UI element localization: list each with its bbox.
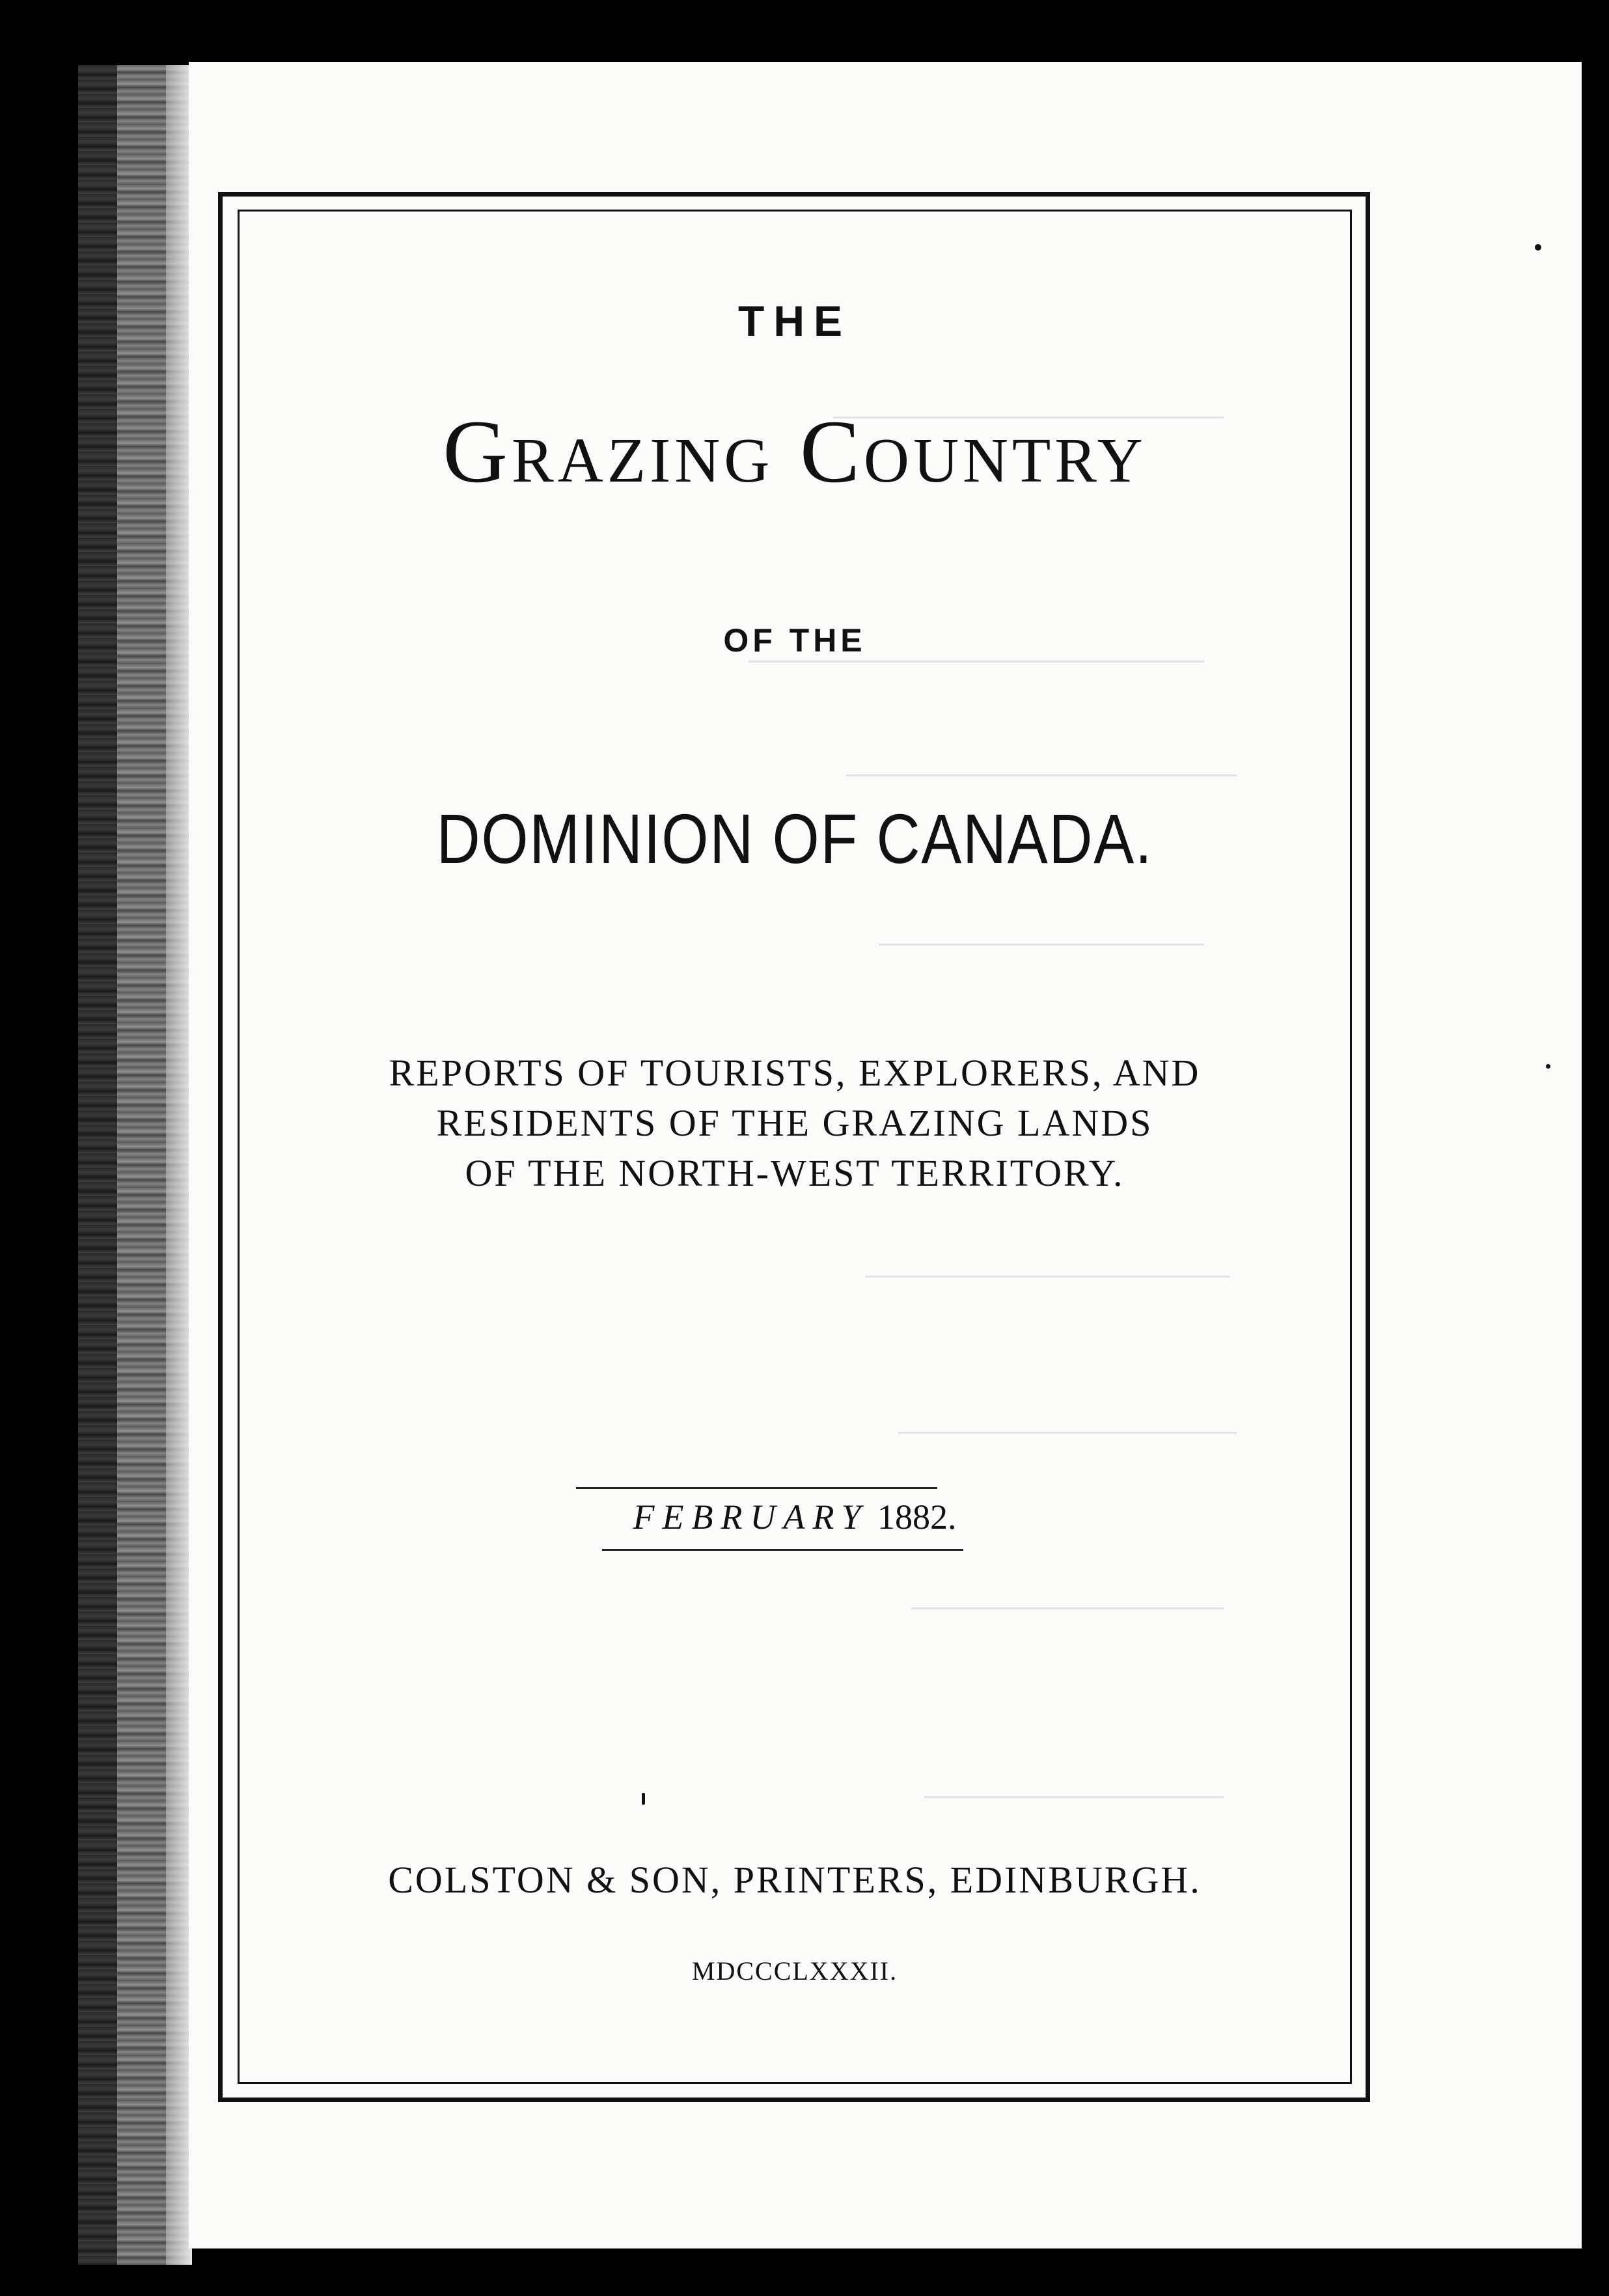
publication-date (238, 1497, 1352, 1537)
roman-numeral-year: MDCCCLXXXII. (691, 1956, 898, 1986)
title-of-the: OF THE (723, 622, 866, 659)
date-year: 1882. (877, 1497, 957, 1537)
date-rule-bottom (602, 1549, 963, 1551)
subtitle-line: OF THE NORTH-WEST TERRITORY. (465, 1152, 1125, 1194)
subtitle-line: RESIDENTS OF THE GRAZING LANDS (436, 1102, 1153, 1144)
book-spine-binding (78, 65, 192, 2265)
subtitle-line: REPORTS OF TOURISTS, EXPLORERS, AND (389, 1052, 1201, 1094)
subtitle-block (238, 1048, 1352, 1198)
scan-speck (1546, 1064, 1550, 1069)
title-the: THE (738, 297, 851, 345)
date-rule-top (576, 1487, 937, 1489)
scan-speck (1535, 244, 1541, 251)
main-title: Grazing Country (443, 402, 1147, 501)
date-month: FEBRUARY (633, 1497, 869, 1537)
title-dominion: DOMINION OF CANADA. (436, 799, 1153, 878)
scan-speck (642, 1793, 645, 1805)
printer-imprint: COLSTON & SON, PRINTERS, EDINBURGH. (388, 1859, 1202, 1901)
